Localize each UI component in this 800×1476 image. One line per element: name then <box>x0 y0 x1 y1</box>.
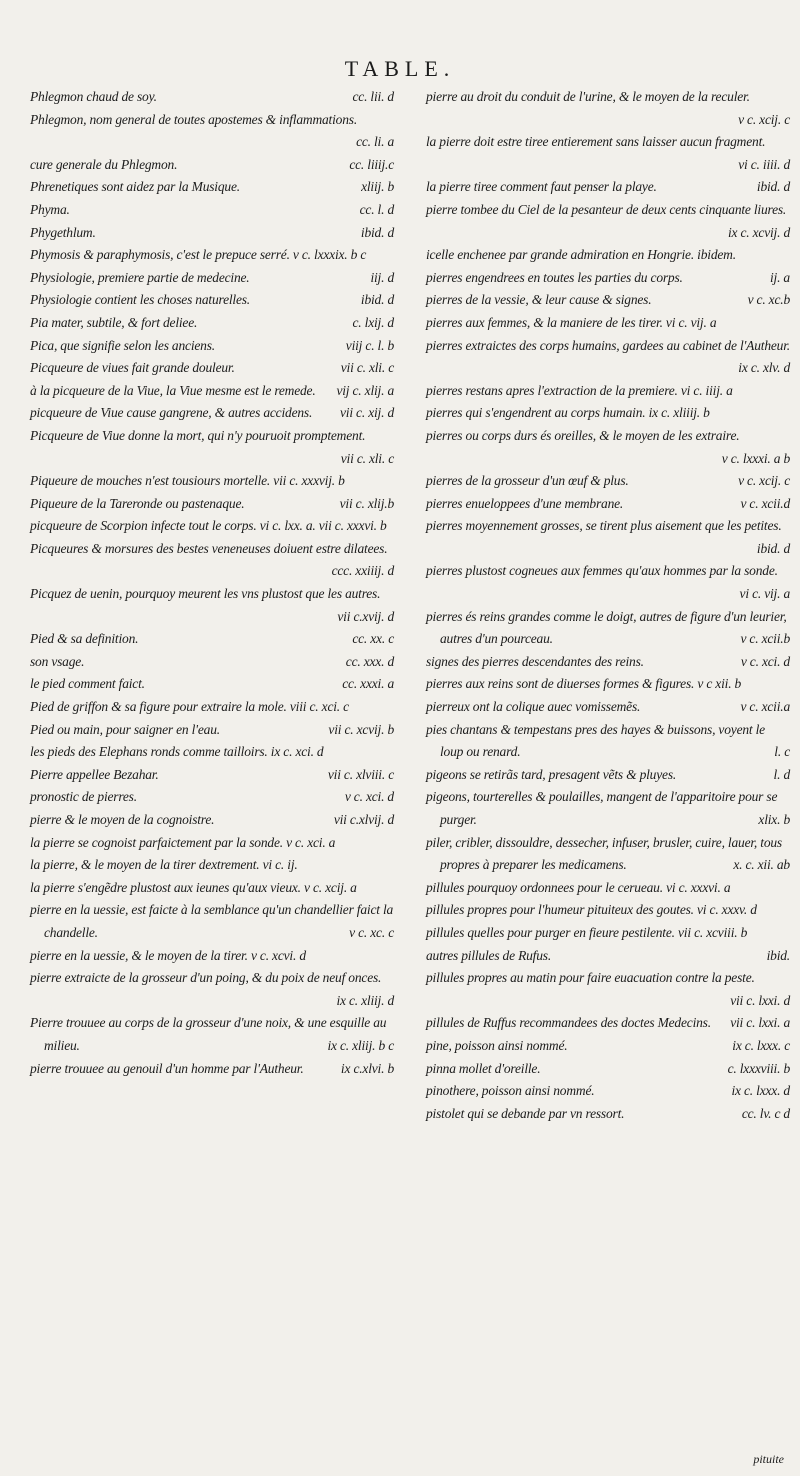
entry-reference: v c. xc.b <box>747 292 790 308</box>
entry-reference: cc. li. a <box>356 134 394 150</box>
entry-text: autres pillules de Rufus. <box>426 947 551 963</box>
index-entry <box>426 402 790 425</box>
index-entry <box>30 786 394 809</box>
index-entry <box>30 719 394 742</box>
index-entry <box>30 764 394 787</box>
index-entry <box>426 719 790 764</box>
entry-reference: cc. lii. d <box>352 89 394 104</box>
page-title: TABLE. <box>344 56 456 81</box>
index-entry <box>426 1058 790 1081</box>
entry-reference: v c. xcii.b <box>740 631 790 647</box>
entry-text: pillules quelles pour purger en fieure pestilente. vii c. xcviii. b <box>426 924 748 940</box>
entry-text: pierre en la uessie, & le moyen de la tirer. v c. xcvi. d <box>30 947 306 963</box>
entry-text: Pied & sa definition. <box>30 631 139 647</box>
entry-text: Piqueure de mouches n'est tousiours mortelle. vii c. xxxvij. b <box>30 473 345 489</box>
index-entry <box>426 380 790 403</box>
entry-text: pierres ou corps durs és oreilles, & le moyen de les extraire. <box>426 427 740 443</box>
entry-reference: vii c. xcvij. b <box>328 721 394 737</box>
index-entry <box>426 515 790 560</box>
index-entry <box>30 199 394 222</box>
entry-reference: v c. xcij. c <box>738 111 790 127</box>
index-entry <box>30 832 394 855</box>
entry-text: pierre extraicte de la grosseur d'un poing, & du poix de neuf onces. <box>30 970 382 986</box>
index-entry <box>30 1012 394 1057</box>
index-entry <box>426 493 790 516</box>
index-entry <box>30 628 394 651</box>
entry-text: pierres de la grosseur d'un œuf & plus. <box>426 473 629 489</box>
entry-reference: ccc. xxiiij. d <box>331 563 394 579</box>
entry-reference: l. c <box>774 744 790 760</box>
entry-reference: iij. d <box>370 269 394 285</box>
entry-text: pierres de la vessie, & leur cause & signes. <box>426 292 652 308</box>
index-entry <box>426 425 790 470</box>
entry-text: pillules propres au matin pour faire euacuation contre la peste. <box>426 970 755 986</box>
entry-reference: ix c. xcvij. d <box>727 224 790 240</box>
index-entry <box>426 696 790 719</box>
index-entry <box>30 154 394 177</box>
index-entry <box>426 764 790 787</box>
entry-text: piler, cribler, dissouldre, dessecher, infuser, brusler, cuire, lauer, tous propres à preparer les medicamens. <box>426 834 782 873</box>
index-entry <box>30 244 394 267</box>
entry-reference: cc. lv. c d <box>741 1105 790 1121</box>
entry-text: Picqueure de Viue donne la mort, qui n'y pouruoit promptement. <box>30 427 366 443</box>
index-entry <box>30 109 394 154</box>
index-entry <box>30 583 394 628</box>
index-entry <box>426 560 790 605</box>
entry-text: la pierre, & le moyen de la tirer dextrement. vi c. ij. <box>30 857 298 873</box>
index-entry <box>30 86 394 109</box>
entry-reference: vii c. lxxi. a <box>730 1015 790 1031</box>
entry-text: pierre tombee du Ciel de la pesanteur de deux cents cinquante liures. <box>426 201 787 217</box>
index-entry <box>30 222 394 245</box>
entry-reference: ix c. xliij. d <box>336 992 394 1008</box>
entry-reference: vii c.xlvij. d <box>333 812 394 827</box>
index-entry <box>426 1035 790 1058</box>
entry-reference: vij c. xlij. a <box>336 382 394 398</box>
index-entry <box>426 289 790 312</box>
index-entry <box>30 312 394 335</box>
entry-reference: cc. xxx. d <box>345 653 394 669</box>
index-entry <box>30 651 394 674</box>
index-entry <box>30 335 394 358</box>
entry-text: Picqueures & morsures des bestes veneneuses doiuent estre dilatees. <box>30 540 388 556</box>
entry-reference: l. d <box>773 766 790 782</box>
entry-text: signes des pierres descendantes des reins. <box>426 653 644 669</box>
entry-text: les pieds des Elephans ronds comme tailloirs. ix c. xci. d <box>30 744 324 760</box>
entry-text: pillules propres pour l'humeur pituiteux des goutes. vi c. xxxv. d <box>426 902 757 918</box>
entry-reference: vii c. xli. c <box>340 450 394 466</box>
index-entry <box>426 470 790 493</box>
entry-reference: vii c. xlviii. c <box>327 766 394 782</box>
entry-text: Phlegmon, nom general de toutes apostemes & inflammations. <box>30 111 357 127</box>
entry-reference: ibid. d <box>360 292 394 308</box>
entry-text: pierres enueloppees d'une membrane. <box>426 495 624 511</box>
entry-reference: vii c. xlij.b <box>339 495 394 511</box>
entry-text: pistolet qui se debande par vn ressort. <box>426 1105 625 1121</box>
index-entry <box>426 131 790 176</box>
entry-text: Picquez de uenin, pourquoy meurent les vns plustost que les autres. <box>30 586 381 602</box>
index-entry <box>426 673 790 696</box>
entry-reference: vi c. vij. a <box>739 586 790 602</box>
entry-text: Phlegmon chaud de soy. <box>30 89 157 104</box>
index-entry <box>426 312 790 335</box>
entry-reference: c. lxxxviii. b <box>727 1060 790 1076</box>
entry-text: pierres plustost cogneues aux femmes qu'aux hommes par la sonde. <box>426 563 778 579</box>
index-entry <box>30 402 394 425</box>
entry-reference: ibid. <box>766 947 790 963</box>
entry-reference: v c. xci. d <box>740 653 790 669</box>
index-entry <box>426 786 790 831</box>
entry-reference: ibid. d <box>756 179 790 195</box>
entry-text: pierres aux reins sont de diuerses formes & figures. v c xii. b <box>426 676 742 692</box>
entry-text: Phygethlum. <box>30 224 96 240</box>
entry-text: picqueure de Viue cause gangrene, & autres accidens. <box>30 405 313 421</box>
entry-text: Pierre trouuee au corps de la grosseur d'une noix, & une esquille au milieu. <box>30 1015 387 1053</box>
entry-text: Physiologie contient les choses naturelles. <box>30 292 250 308</box>
index-entry <box>426 335 790 380</box>
entry-text: pierre & le moyen de la cognoistre. <box>30 812 215 827</box>
index-entry <box>426 899 790 922</box>
entry-text: pierre en la uessie, est faicte à la semblance qu'un chandellier faict la chandelle. <box>30 902 394 940</box>
entry-text: Phyma. <box>30 201 70 217</box>
entry-text: Pica, que signifie selon les anciens. <box>30 337 215 353</box>
entry-text: pierre trouuee au genouil d'un homme par l'Autheur. <box>30 1060 304 1076</box>
index-entry <box>30 741 394 764</box>
entry-text: pierres engendrees en toutes les parties du corps. <box>426 269 683 285</box>
index-entry <box>30 515 394 538</box>
entry-text: Pia mater, subtile, & fort deliee. <box>30 314 198 330</box>
index-entry <box>30 696 394 719</box>
entry-text: la pierre se cognoist parfaictement par la sonde. v c. xci. a <box>30 834 336 850</box>
entry-reference: v c. xcii.d <box>740 495 790 511</box>
entry-text: la pierre doit estre tiree entierement sans laisser aucun fragment. <box>426 134 766 150</box>
entry-reference: v c. xcij. c <box>738 473 790 489</box>
index-entry <box>426 86 790 131</box>
index-entry <box>30 425 394 470</box>
index-entry <box>30 289 394 312</box>
entry-text: pierre au droit du conduit de l'urine, & le moyen de la reculer. <box>426 89 750 104</box>
entry-reference: cc. xx. c <box>352 631 394 647</box>
entry-reference: cc. l. d <box>359 201 394 217</box>
entry-reference: viij c. l. b <box>345 337 394 353</box>
index-entry <box>426 199 790 244</box>
index-entry <box>426 267 790 290</box>
index-entry <box>30 967 394 1012</box>
index-entry <box>426 1080 790 1103</box>
entry-reference: vii c. xli. c <box>340 360 394 376</box>
index-entry <box>30 470 394 493</box>
entry-text: Physiologie, premiere partie de medecine. <box>30 269 250 285</box>
index-entry <box>30 673 394 696</box>
entry-text: Phrenetiques sont aidez par la Musique. <box>30 179 240 195</box>
index-column-right <box>426 86 790 1125</box>
entry-reference: vi c. iiii. d <box>738 156 790 172</box>
entry-reference: xliij. b <box>361 179 394 195</box>
entry-text: pierres aux femmes, & la maniere de les tirer. vi c. vij. a <box>426 314 717 330</box>
entry-text: pierres qui s'engendrent au corps humain. ix c. xliiij. b <box>426 405 710 421</box>
entry-reference: v c. lxxxi. a b <box>721 450 790 466</box>
entry-reference: ix c. xliij. b c <box>327 1037 394 1053</box>
entry-reference: cc. xxxi. a <box>342 676 394 692</box>
index-entry <box>30 493 394 516</box>
index-entry <box>426 1012 790 1035</box>
index-entry <box>30 357 394 380</box>
entry-text: pigeons, tourterelles & poulailles, mangent de l'apparitoire pour se purger. <box>426 789 778 827</box>
index-entry <box>426 877 790 900</box>
index-entry <box>30 1058 394 1081</box>
index-entry <box>426 606 790 651</box>
entry-text: la pierre s'engẽdre plustost aux ieunes qu'aux vieux. v c. xcij. a <box>30 879 357 895</box>
entry-reference: v c. xcii.a <box>740 699 790 715</box>
entry-reference: ix c. lxxx. c <box>732 1037 790 1053</box>
entry-reference: ibid. d <box>756 540 790 556</box>
entry-text: Pied ou main, pour saigner en l'eau. <box>30 721 220 737</box>
entry-text: le pied comment faict. <box>30 676 145 692</box>
entry-text: pinothere, poisson ainsi nommé. <box>426 1083 595 1099</box>
entry-text: pierres restans apres l'extraction de la premiere. vi c. iiij. a <box>426 382 733 398</box>
entry-text: Pierre appellee Bezahar. <box>30 766 159 782</box>
entry-reference: v c. xc. c <box>349 924 394 940</box>
index-entry <box>30 176 394 199</box>
entry-text: la pierre tiree comment faut penser la playe. <box>426 179 657 195</box>
entry-text: pine, poisson ainsi nommé. <box>426 1037 568 1053</box>
entry-text: pierreux ont la colique auec vomissemẽs. <box>426 699 641 715</box>
entry-text: cure generale du Phlegmon. <box>30 156 178 172</box>
entry-reference: ix c. lxxx. d <box>731 1083 790 1099</box>
entry-text: pierres moyennement grosses, se tirent plus aisement que les petites. <box>426 518 782 534</box>
entry-text: pronostic de pierres. <box>30 789 137 805</box>
index-entry <box>426 651 790 674</box>
entry-text: picqueure de Scorpion infecte tout le corps. vi c. lxx. a. vii c. xxxvi. b <box>30 518 387 534</box>
entry-text: Picqueure de viues fait grande douleur. <box>30 360 235 376</box>
index-entry <box>426 945 790 968</box>
entry-reference: v c. xci. d <box>344 789 394 805</box>
entry-text: à la picqueure de la Viue, la Viue mesme est le remede. <box>30 382 316 398</box>
entry-reference: ij. a <box>769 269 790 285</box>
entry-text: pierres extraictes des corps humains, gardees au cabinet de l'Autheur. <box>426 337 790 353</box>
entry-reference: ibid. d <box>360 224 394 240</box>
index-entry <box>426 244 790 267</box>
index-entry <box>30 809 394 832</box>
entry-reference: vii c. xij. d <box>339 405 394 421</box>
entry-text: Piqueure de la Tareronde ou pastenaque. <box>30 495 245 511</box>
entry-reference: vii c. lxxi. d <box>730 992 790 1008</box>
entry-text: icelle enchenee par grande admiration en Hongrie. ibidem. <box>426 247 736 263</box>
entry-reference: ix c. xlv. d <box>738 360 790 376</box>
entry-reference: x. c. xii. ab <box>733 857 790 873</box>
index-column-left <box>30 86 394 1080</box>
entry-reference: c. lxij. d <box>352 314 394 330</box>
entry-reference: vii c.xvij. d <box>337 608 394 624</box>
entry-text: pillules pourquoy ordonnees pour le cerueau. vi c. xxxvi. a <box>426 879 731 895</box>
index-entry <box>426 176 790 199</box>
index-entry <box>30 538 394 583</box>
entry-reference: ix c.xlvi. b <box>340 1060 394 1076</box>
index-entry <box>426 967 790 1012</box>
entry-text: Pied de griffon & sa figure pour extraire la mole. viii c. xci. c <box>30 699 349 715</box>
index-entry <box>30 877 394 900</box>
index-entry <box>30 380 394 403</box>
index-entry <box>426 832 790 877</box>
entry-text: pigeons se retirãs tard, presagent vẽts & pluyes. <box>426 766 677 782</box>
index-entry <box>30 854 394 877</box>
index-entry <box>426 1103 790 1126</box>
index-entry <box>426 922 790 945</box>
entry-text: pies chantans & tempestans pres des hayes & buissons, voyent le loup ou renard. <box>426 721 765 760</box>
entry-text: pinna mollet d'oreille. <box>426 1060 541 1076</box>
index-entry <box>30 899 394 944</box>
catchword: pituite <box>753 1452 784 1466</box>
entry-text: son vsage. <box>30 653 85 669</box>
entry-reference: xlix. b <box>758 812 790 827</box>
entry-text: Phymosis & paraphymosis, c'est le prepuce serré. v c. lxxxix. b c <box>30 247 367 263</box>
entry-text: pillules de Ruffus recommandees des doctes Medecins. <box>426 1015 711 1031</box>
entry-text: pierres és reins grandes comme le doigt, autres de figure d'un leurier, autres d'un pourceau. <box>426 608 787 647</box>
index-entry <box>30 267 394 290</box>
index-entry <box>30 945 394 968</box>
entry-reference: cc. liiij.c <box>349 156 394 172</box>
